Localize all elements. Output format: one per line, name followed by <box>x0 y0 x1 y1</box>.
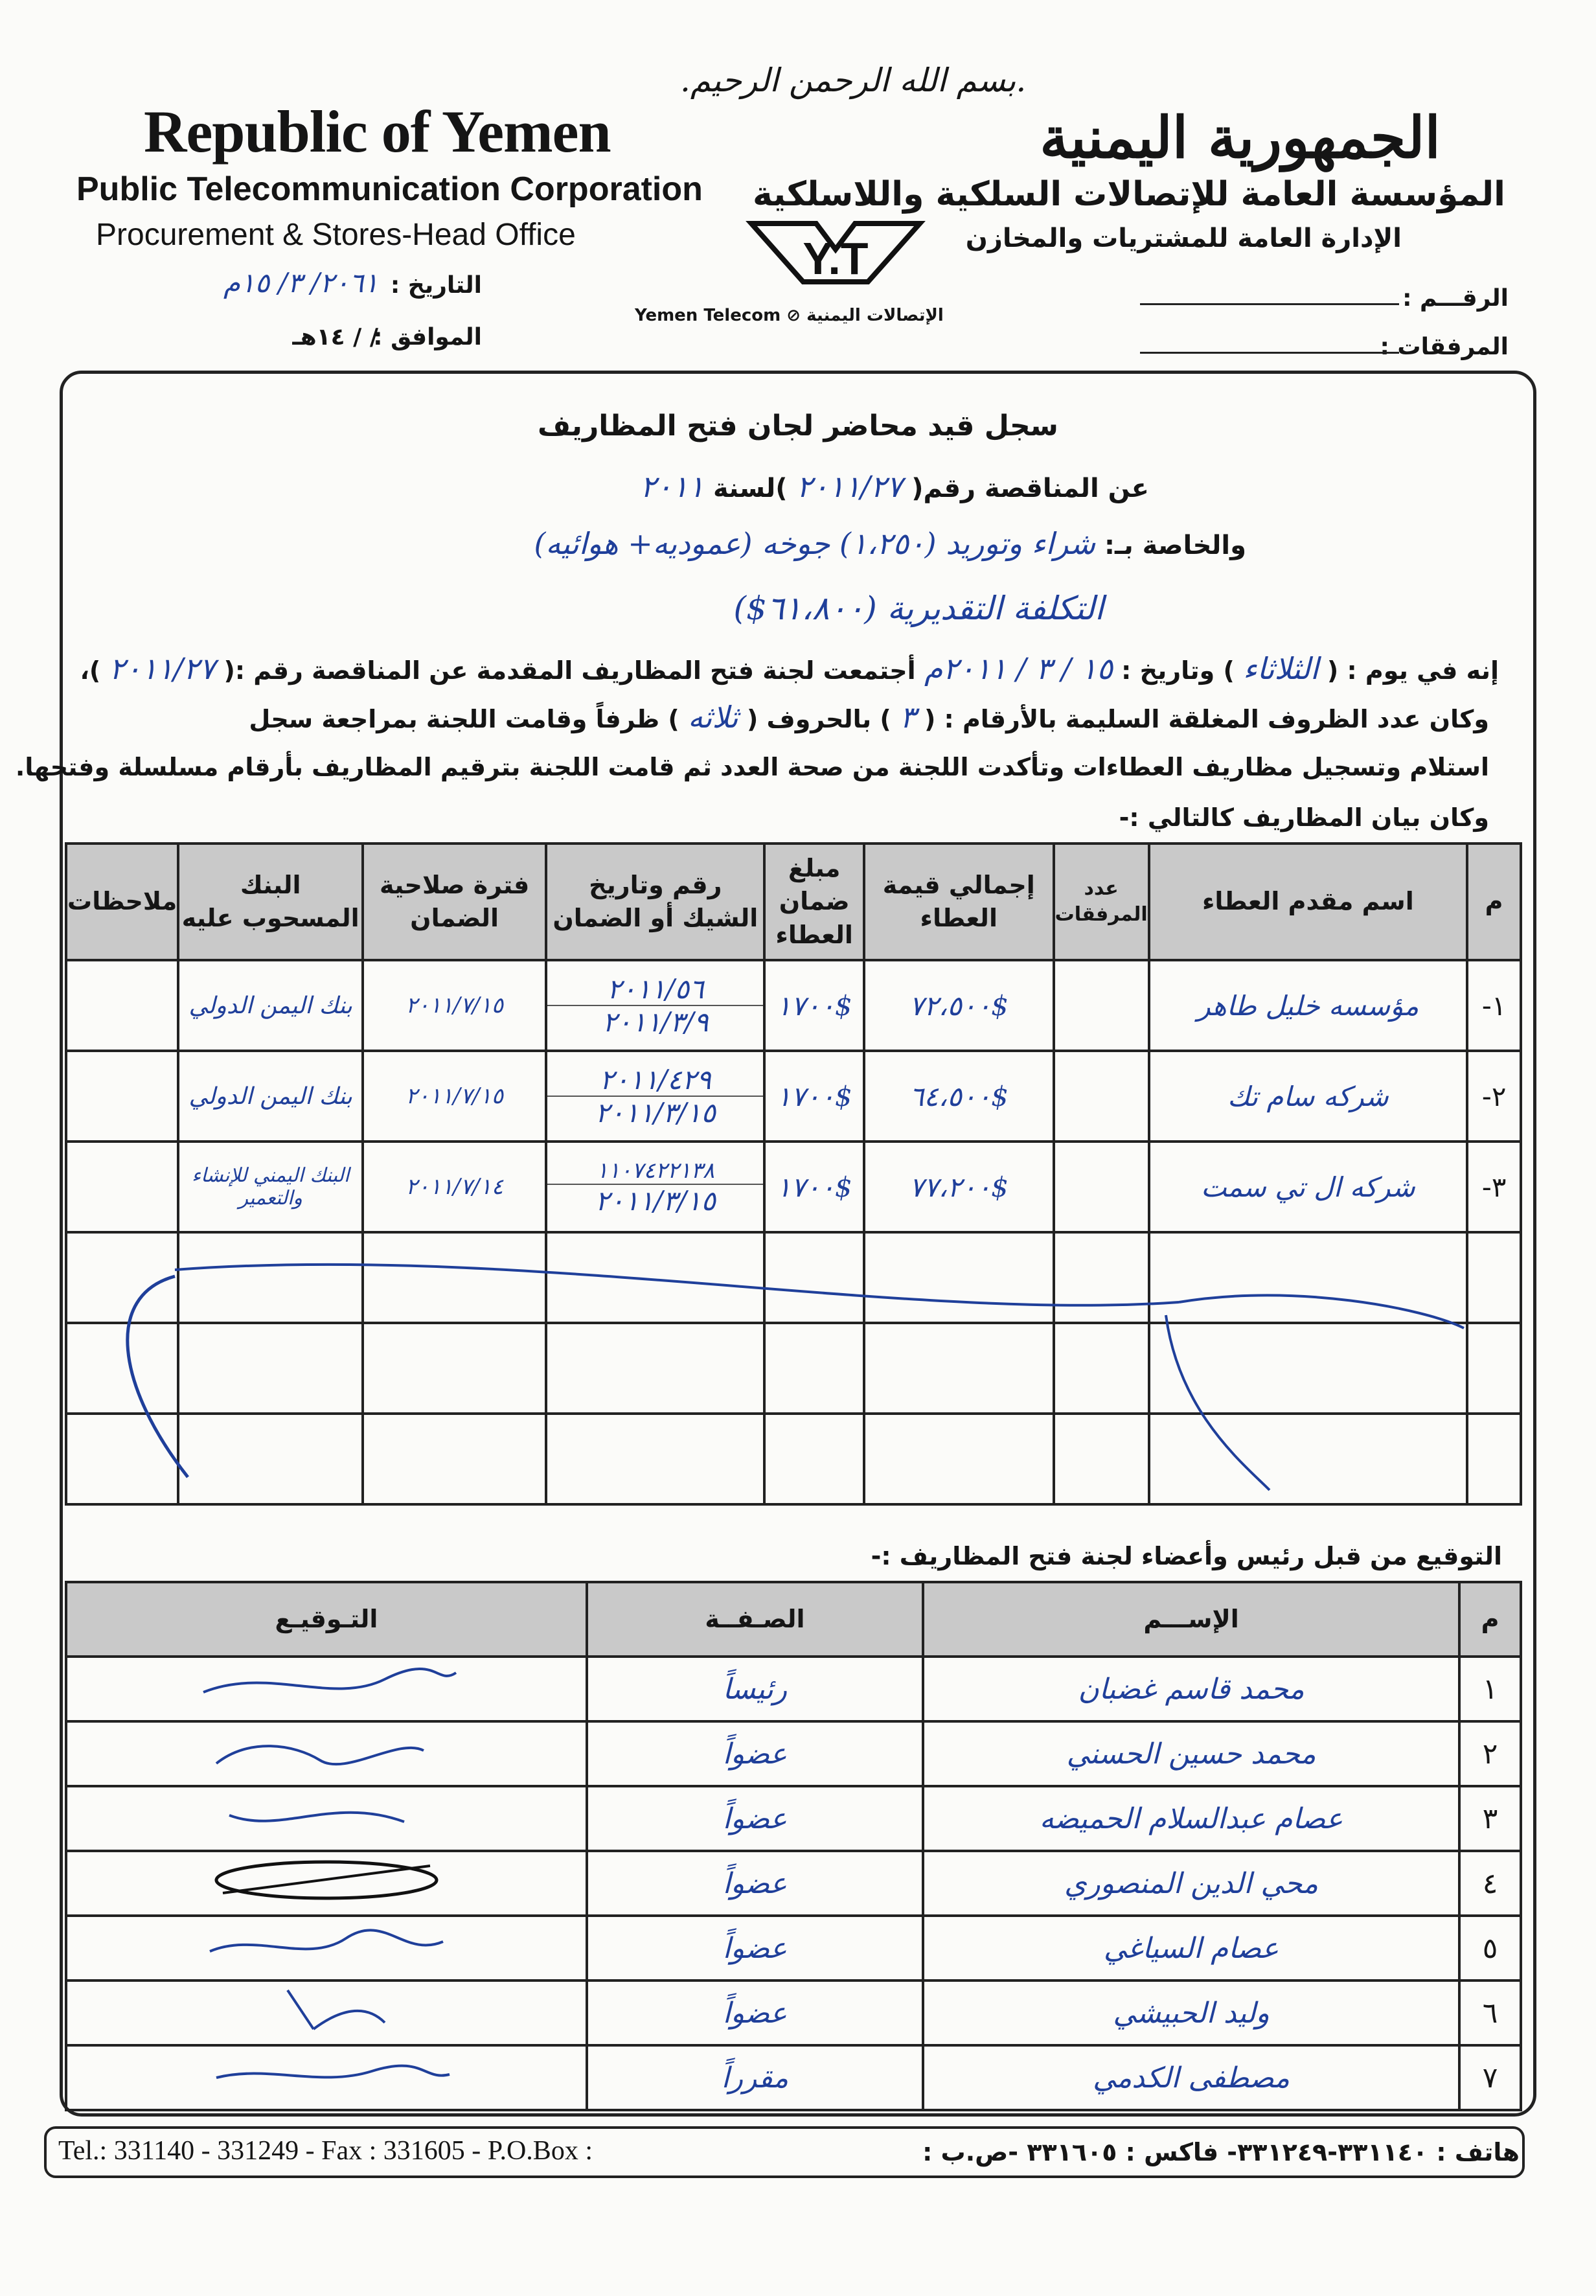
col-cheque: رقم وتاريخ الشيك أو الضمان <box>546 844 764 960</box>
col-guarantee: مبلغ ضمان العطاء <box>764 844 863 960</box>
guarantee-amount: $١٧٠٠ <box>764 960 863 1051</box>
col-sig-no: م <box>1459 1582 1521 1657</box>
member-name: وليد الحبيشي <box>923 1980 1459 2045</box>
stroke-mid <box>175 1265 1179 1305</box>
tender-label: عن المناقصة رقم( <box>911 474 1149 503</box>
cheque-info <box>546 960 764 1051</box>
signature-scribble <box>190 2049 462 2100</box>
member-role: عضواً <box>587 1721 923 1786</box>
stroke-right-top <box>1179 1295 1464 1328</box>
member-name: عصام السياغي <box>923 1916 1459 1980</box>
member-no: ١ <box>1459 1657 1521 1721</box>
tender-number: ٢٠١١/٢٧ <box>796 469 903 504</box>
logo-caption <box>635 306 944 325</box>
bank-name: البنك اليمني للإنشاء والتعمير <box>178 1142 363 1232</box>
member-role: عضواً <box>587 1980 923 2045</box>
bidder-name: شركه سام تك <box>1149 1051 1468 1142</box>
col-sig-name: الإســـم <box>923 1582 1459 1657</box>
hijri-date-label: الموافق : <box>373 324 482 350</box>
member-signature <box>66 1851 587 1916</box>
ar-corporation-name: المؤسسة العامة للإتصالات السلكية واللاسلكية <box>752 175 1505 214</box>
row-no: ٢- <box>1467 1051 1521 1142</box>
globe-icon: ⊘ <box>786 306 801 325</box>
signature-scribble <box>190 1984 462 2036</box>
cheque-date: ٢٠١١/٣/١٥ <box>595 1097 716 1129</box>
ar-republic-title: الجمهورية اليمنية <box>1040 104 1441 171</box>
meeting-line <box>80 651 1499 686</box>
meeting-text: أجتمعت لجنة فتح المظاريف المقدمة عن المناقصة رقم :( <box>223 656 916 685</box>
bidder-name: شركه ال تي سمت <box>1149 1142 1468 1232</box>
cheque-info <box>546 1051 764 1142</box>
en-corporation-name: Public Telecommunication Corporation <box>76 170 703 208</box>
cheque-date: ٢٠١١/٣/٩ <box>602 1006 709 1038</box>
signature-scribble <box>190 1789 462 1841</box>
signatures-intro: التوقيع من قبل رئيس وأعضاء لجنة فتح المظاريف :- <box>871 1542 1502 1570</box>
member-name: محي الدين المنصوري <box>923 1851 1459 1916</box>
en-office-name: Procurement & Stores-Head Office <box>96 218 576 252</box>
count-words-label: ) بالحروف ( <box>746 705 891 733</box>
attachments-count <box>1054 1051 1149 1142</box>
list-intro: وكان بيان المظاريف كالتالي :- <box>1119 803 1489 832</box>
col-validity: فترة صلاحية الضمان <box>363 844 546 960</box>
cheque-number: ٢٠١١/٥٦ <box>547 973 763 1006</box>
cheque-number: ١١٠٧٤٢٢١٣٨ <box>547 1158 763 1185</box>
col-bank: البنك المسحوب عليه <box>178 844 363 960</box>
bank-name: بنك اليمن الدولي <box>178 1051 363 1142</box>
member-no: ٧ <box>1459 2045 1521 2110</box>
guarantee-amount: $١٧٠٠ <box>764 1142 863 1232</box>
year-label: )لسنة <box>712 474 788 503</box>
reference-label: الرقـــم : <box>1402 285 1509 312</box>
footer-contact-ar: هاتف : ٣٣١١٤٠-٣٣١٢٤٩- فاكس : ٣٣١٦٠٥ -ص.ب : <box>922 2138 1520 2166</box>
member-role: مقرراً <box>587 2045 923 2110</box>
meeting-date: ١٥ / ٣ / ٢٠١١م <box>924 651 1113 686</box>
guarantee-validity: ٢٠١١/٧/١٥ <box>363 960 546 1051</box>
member-no: ٥ <box>1459 1916 1521 1980</box>
day-label: إنه في يوم : ( <box>1327 656 1499 685</box>
member-role: عضواً <box>587 1851 923 1916</box>
table-row <box>66 2045 1521 2110</box>
cheque-date: ٢٠١١/٣/١٥ <box>595 1184 716 1217</box>
member-no: ٦ <box>1459 1980 1521 2045</box>
attachments-label: المرفقات : <box>1380 334 1509 360</box>
count-words: ثلاثه <box>688 700 738 735</box>
guarantee-validity: ٢٠١١/٧/١٤ <box>363 1142 546 1232</box>
bid-total: $٦٤،٥٠٠ <box>864 1051 1054 1142</box>
ar-department-name: الإدارة العامة للمشتريات والمخازن <box>965 224 1402 253</box>
member-signature <box>66 1786 587 1851</box>
logo-caption-en: Yemen Telecom <box>635 306 781 325</box>
member-role: عضواً <box>587 1916 923 1980</box>
meeting-tender-number: ٢٠١١/٢٧ <box>109 651 216 686</box>
table-row <box>66 1786 1521 1851</box>
signature-scribble <box>190 1725 462 1776</box>
estimated-cost: التكلفة التقديرية (٦١،٨٠٠$) <box>733 590 1104 627</box>
row-no: ١- <box>1467 960 1521 1051</box>
logo-text: Y.T <box>803 233 869 284</box>
attachments-line <box>1140 352 1399 354</box>
logo-caption-ar: الإتصالات اليمنية <box>806 306 944 325</box>
subject-line <box>534 526 1246 561</box>
signature-scribble <box>190 1919 462 1971</box>
stroke-right <box>1166 1315 1270 1490</box>
table-row <box>66 960 1521 1051</box>
review-text: استلام وتسجيل مظاريف العطاءات وتأكدت اللجنة من صحة العدد ثم قامت اللجنة بترقيم المظاريف بأرقام مسلسلة وفتحها. <box>15 753 1489 781</box>
bid-total: $٧٧،٢٠٠ <box>864 1142 1054 1232</box>
attachments-count <box>1054 960 1149 1051</box>
date-label: التاريخ : <box>390 272 482 299</box>
table-row <box>66 1051 1521 1142</box>
signatures-table <box>65 1581 1522 2111</box>
form-title: سجل قيد محاضر لجان فتح المظاريف <box>538 409 1058 442</box>
signatures-header-row <box>66 1582 1521 1657</box>
member-signature <box>66 1657 587 1721</box>
count-digits: ٣ <box>899 700 916 735</box>
basmala: .بسم الله الرحمن الرحيم. <box>680 62 1027 99</box>
notes <box>66 1051 178 1142</box>
col-sig-signature: التـوقيـع <box>66 1582 587 1657</box>
table-row <box>66 1721 1521 1786</box>
guarantee-validity: ٢٠١١/٧/١٥ <box>363 1051 546 1142</box>
table-row <box>66 1980 1521 2045</box>
yemen-telecom-logo <box>738 211 933 301</box>
date-value: ٢٠٦١/ ٣/ ١٥م <box>223 267 378 299</box>
row-no: ٣- <box>1467 1142 1521 1232</box>
bidder-name: مؤسسه خليل طاهر <box>1149 960 1468 1051</box>
col-total: إجمالي قيمة العطاء <box>864 844 1054 960</box>
table-row <box>66 1851 1521 1916</box>
footer-contact-en: Tel.: 331140 - 331249 - Fax : 331605 - P.O.Box : <box>58 2136 593 2166</box>
hijri-date-value: / / ١٤هـ <box>292 324 378 350</box>
count-end: ) ظرفاً وقامت اللجنة بمراجعة سجل <box>249 705 679 733</box>
bank-name: بنك اليمن الدولي <box>178 960 363 1051</box>
member-signature <box>66 1916 587 1980</box>
member-no: ٣ <box>1459 1786 1521 1851</box>
col-no: م <box>1467 844 1521 960</box>
signature-scribble <box>190 1854 462 1906</box>
member-signature <box>66 1721 587 1786</box>
col-bidder: اسم مقدم العطاء <box>1149 844 1468 960</box>
tender-year: ٢٠١١ <box>640 469 705 504</box>
date-label-inline: ) وتاريخ : <box>1121 656 1235 685</box>
signature-scribble <box>190 1660 462 1712</box>
col-sig-role: الصـفــة <box>587 1582 923 1657</box>
member-name: محمد حسين الحسني <box>923 1721 1459 1786</box>
member-name: مصطفى الكدمي <box>923 2045 1459 2110</box>
count-label: وكان عدد الظروف المغلقة السليمة بالأرقام : ( <box>924 705 1489 733</box>
subject-value: شراء وتوريد (١،٢٥٠) جوخه (عموديه+ هوائيه) <box>534 526 1096 561</box>
day-value: الثلاثاء <box>1243 651 1319 686</box>
en-republic-title: Republic of Yemen <box>144 98 611 165</box>
member-name: عصام عبدالسلام الحميضه <box>923 1786 1459 1851</box>
col-attachments: عدد المرفقات <box>1054 844 1149 960</box>
member-no: ٤ <box>1459 1851 1521 1916</box>
member-no: ٢ <box>1459 1721 1521 1786</box>
tender-line <box>640 469 1149 504</box>
cancellation-strokes <box>65 1218 1522 1503</box>
cheque-number: ٢٠١١/٤٢٩ <box>547 1064 763 1097</box>
col-notes: ملاحظات <box>66 844 178 960</box>
meeting-text-end: )، <box>80 656 101 685</box>
member-name: محمد قاسم غضبان <box>923 1657 1459 1721</box>
bids-header-row <box>66 844 1521 960</box>
guarantee-amount: $١٧٠٠ <box>764 1051 863 1142</box>
subject-label: والخاصة بـ: <box>1104 531 1246 560</box>
member-role: عضواً <box>587 1786 923 1851</box>
notes <box>66 960 178 1051</box>
reference-line <box>1140 303 1399 305</box>
member-signature <box>66 2045 587 2110</box>
member-role: رئيساً <box>587 1657 923 1721</box>
member-signature <box>66 1980 587 2045</box>
table-row <box>66 1657 1521 1721</box>
table-row <box>66 1916 1521 1980</box>
bid-total: $٧٢،٥٠٠ <box>864 960 1054 1051</box>
envelope-count-line <box>249 700 1489 735</box>
stroke-left <box>128 1276 188 1477</box>
